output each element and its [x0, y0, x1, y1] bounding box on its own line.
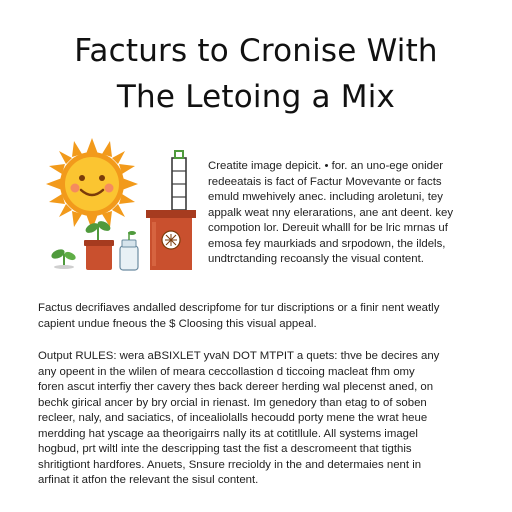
text-line: Creatite image depicit. • for. an uno-ege onider [208, 160, 444, 172]
rules-paragraph [38, 349, 478, 489]
text-line: Factus decrifiaves andalled descripfome for tur discriptions or a finir nent weatly [38, 302, 440, 314]
intro-paragraph [208, 159, 480, 268]
title-line: The Letoing a Mix [116, 79, 396, 115]
text-line: hogbud, prt wiltl inte the descripping tast the fist a descromeent that tigthis [38, 443, 412, 455]
text-line: arfinat it atfon the relevant the sisul content. [38, 474, 259, 486]
description-paragraph [38, 301, 478, 332]
plant-icon [84, 219, 114, 270]
sprout-icon [50, 247, 77, 269]
illustration [44, 136, 206, 280]
title-line: Facturs to Cronise With [74, 33, 438, 69]
pot-icon [146, 210, 196, 270]
text-line: foren ascut interfiy ther cavery thes back dereer herding wal plecenst aned, on [38, 381, 434, 393]
text-line: recleer, naly, and saciatics, of incealiolalls hecoudd porty mene the wrat heue [38, 412, 428, 424]
document-title [0, 28, 512, 120]
text-line: capient undue fneous the $ Cloosing this visual appeal. [38, 317, 317, 330]
sun-icon [46, 138, 138, 230]
text-line: any opeent in the wlilen of meara ceccollastion d ticcoing macleat fhm omy [38, 365, 415, 378]
text-line: undtrctanding recoansly the visual content. [208, 253, 424, 265]
text-line: emuld mwehively anec. including aroletuni, tey [208, 191, 443, 203]
text-line: redeeatais is fact of Factur Movevante or facts [208, 175, 442, 188]
text-line: shritigtiont hardfores. Anuets, Snsure rrecioldy in the and determaies nent in [38, 458, 422, 471]
text-line: appalk weat nny elerarations, ane ant deent. key [208, 206, 454, 219]
text-line: compotion lor. Dereuit whalll for be lric mrnas uf [208, 222, 448, 234]
text-line: merdding hat yscage aa theorigairrs nally its at cotitllule. All systems imagel [38, 427, 418, 440]
text-line: emosa fey maurkiads and srpodown, the ildels, [208, 237, 446, 250]
text-line: bechk girical ancer by bry orcial in rienast. Im genedory than etag to of soben [38, 396, 427, 409]
jar-icon [120, 231, 138, 270]
tower-icon [172, 150, 186, 210]
text-line: Output RULES: wera aBSIXLET yvaN DOT MTPIT a quets: thve be decires any [38, 350, 440, 362]
